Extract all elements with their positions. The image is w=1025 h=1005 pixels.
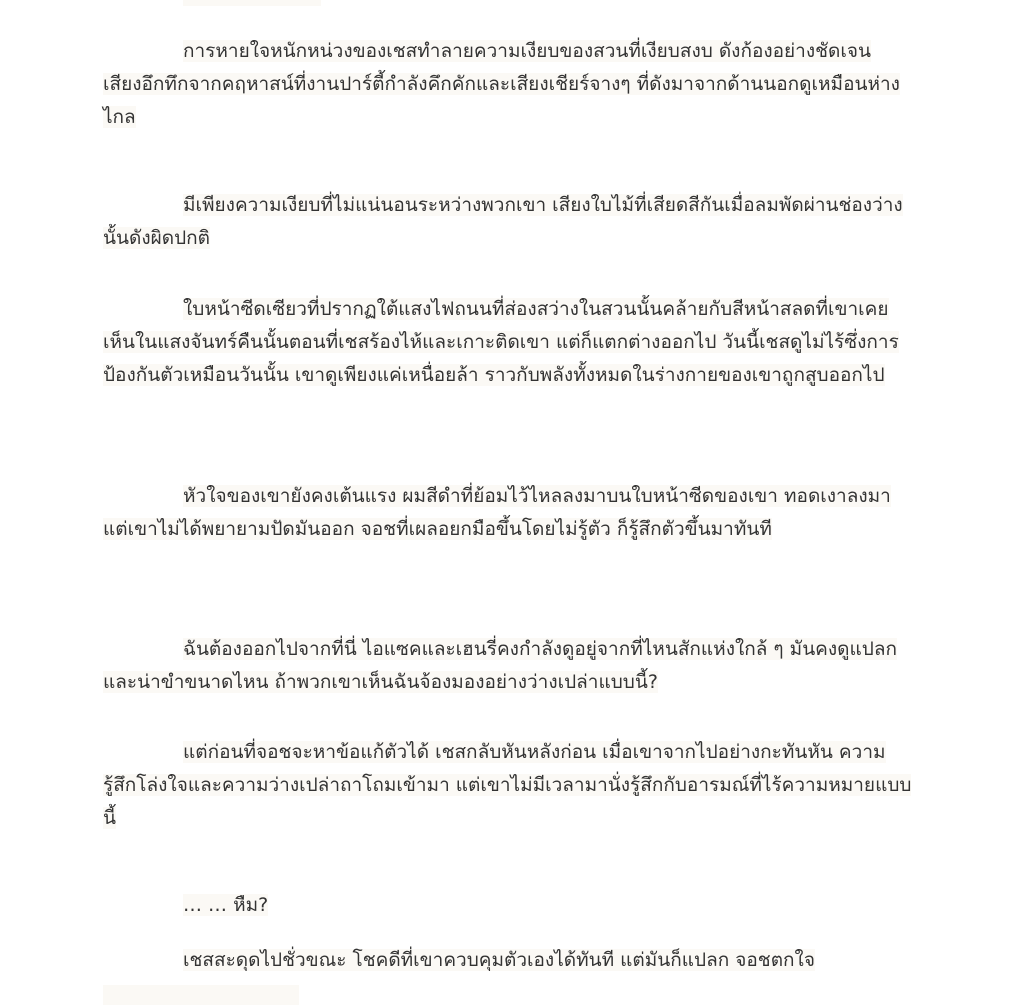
- paragraph-8-text: เชสสะดุดไปชั่วขณะ โชคดีที่เขาควบคุมตัวเองได้ทันที แต่มันก็แปลก จอชตกใจ: [183, 949, 815, 971]
- paragraph-5: [103, 633, 915, 699]
- paragraph-7: [103, 889, 915, 922]
- partial-line-top: [183, 0, 321, 6]
- partial-line-bottom: [103, 985, 299, 1005]
- paragraph-2: [103, 189, 915, 255]
- paragraph-4-text: หัวใจของเขายังคงเต้นแรง ผมสีดำที่ย้อมไว้ไหลลงมาบนใบหน้าซีดของเขา ทอดเงาลงมา แต่เขาไม่ได้พยายามปัดมันออก จอชที่เผลอยกมือขึ้นโดยไม่รู้ตัว ก็รู้สึกตัวขึ้นมาทันที: [103, 485, 891, 540]
- paragraph-2-text: มีเพียงความเงียบที่ไม่แน่นอนระหว่างพวกเขา เสียงใบไม้ที่เสียดสีกันเมื่อลมพัดผ่านช่องว่างนั้นดังผิดปกติ: [103, 194, 903, 249]
- paragraph-5-text: ฉันต้องออกไปจากที่นี่ ไอแซคและเฮนรี่คงกำลังดูอยู่จากที่ไหนสักแห่งใกล้ ๆ มันคงดูแปลกและน่าขำขนาดไหน ถ้าพวกเขาเห็นฉันจ้องมองอย่างว่างเปล่าแบบนี้?: [103, 638, 897, 693]
- paragraph-1: [103, 35, 915, 134]
- paragraph-6-text: แต่ก่อนที่จอชจะหาข้อแก้ตัวได้ เชสกลับหันหลังก่อน เมื่อเขาจากไปอย่างกะทันหัน ความรู้สึกโล่งใจและความว่างเปล่าถาโถมเข้ามา แต่เขาไม่มีเวลามานั่งรู้สึกกับอารมณ์ที่ไร้ความหมายแบบนี้: [103, 741, 912, 829]
- paragraph-6: [103, 736, 915, 835]
- paragraph-7-text: … … หืม?: [183, 894, 269, 916]
- paragraph-3-text: ใบหน้าซีดเซียวที่ปรากฏใต้แสงไฟถนนที่ส่องสว่างในสวนนั้นคล้ายกับสีหน้าสลดที่เขาเคยเห็นในแสงจันทร์คืนนั้นตอนที่เชสร้องไห้และเกาะติดเขา แต่ก็แตกต่างออกไป วันนี้เชสดูไม่ไร้ซึ่งการป้องกันตัวเหมือนวันนั้น เขาดูเพียงแค่เหนื่อยล้า ราวกับพลังทั้งหมดในร่างกายของเขาถูกสูบออกไป: [103, 298, 899, 386]
- paragraph-1-text: การหายใจหนักหน่วงของเชสทำลายความเงียบของสวนที่เงียบสงบ ดังก้องอย่างชัดเจน เสียงอึกทึกจากคฤหาสน์ที่งานปาร์ตี้กำลังคึกคักและเสียงเชียร์จางๆ ที่ดังมาจากด้านนอกดูเหมือนห่างไกล: [103, 40, 900, 128]
- paragraph-3: [103, 293, 915, 392]
- paragraph-8: [103, 944, 915, 977]
- paragraph-4: [103, 480, 915, 546]
